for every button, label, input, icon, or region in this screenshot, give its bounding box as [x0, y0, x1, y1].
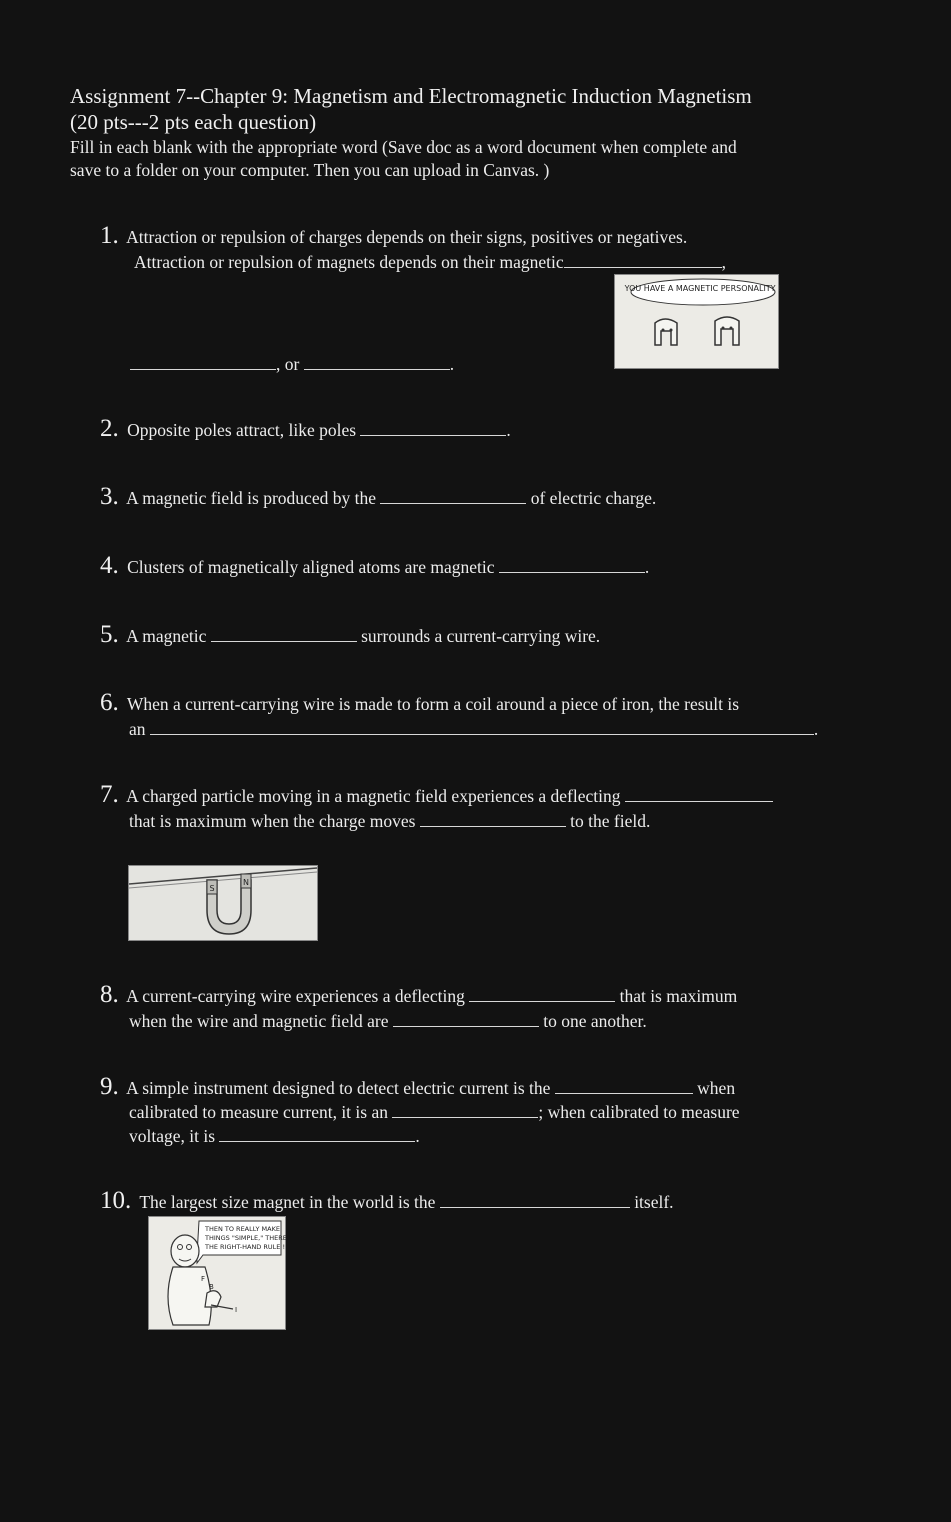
right-hand-rule-cartoon	[148, 1216, 286, 1330]
i-label: I	[235, 1306, 238, 1314]
question-5	[100, 621, 600, 649]
question-number: 6.	[100, 689, 119, 716]
question-3	[100, 483, 656, 511]
question-number: 10.	[100, 1187, 132, 1214]
speech-line-1: THEN TO REALLY MAKE	[205, 1225, 280, 1233]
question-9-line-2	[129, 1102, 740, 1123]
question-text: when the wire and magnetic field are	[129, 1011, 389, 1031]
question-2	[100, 415, 511, 443]
north-pole-label: N	[243, 878, 249, 887]
answer-blank[interactable]	[304, 355, 450, 370]
question-1	[100, 222, 687, 250]
answer-blank[interactable]	[392, 1103, 538, 1118]
answer-blank[interactable]	[150, 720, 814, 735]
answer-blank[interactable]	[211, 627, 357, 642]
punctuation: .	[415, 1126, 420, 1146]
question-7	[100, 781, 773, 809]
question-text: When a current-carrying wire is made to form a coil around a piece of iron, the result is	[126, 694, 740, 714]
punctuation: .	[644, 557, 650, 577]
b-label: B	[209, 1283, 214, 1291]
speech-bubble-text: YOU HAVE A MAGNETIC PERSONALITY !	[624, 284, 780, 293]
answer-blank[interactable]	[440, 1193, 630, 1208]
question-8-line-2	[129, 1011, 647, 1032]
question-text-after: to one another.	[543, 1011, 647, 1031]
answer-blank[interactable]	[360, 421, 506, 436]
question-number: 9.	[100, 1073, 119, 1100]
horseshoe-magnet-image	[128, 865, 318, 941]
answer-blank[interactable]	[625, 787, 773, 802]
question-text: , or	[276, 354, 300, 374]
answer-blank[interactable]	[219, 1127, 415, 1142]
speech-line-3: THE RIGHT-HAND RULE !	[205, 1243, 286, 1251]
question-9-line-3	[129, 1126, 420, 1147]
question-6-line-2	[129, 719, 818, 740]
question-text-after: itself.	[634, 1192, 674, 1212]
question-text: A magnetic	[126, 626, 207, 646]
question-text-after: of electric charge.	[530, 488, 657, 508]
question-9	[100, 1073, 735, 1101]
instructions-line-2: save to a folder on your computer. Then you can upload in Canvas. )	[70, 160, 550, 180]
f-label: F	[201, 1275, 206, 1283]
page-subtitle: (20 pts---2 pts each question)	[70, 110, 317, 134]
question-text-after: ; when calibrated to measure	[538, 1102, 740, 1122]
question-text: A simple instrument designed to detect electric current is the	[126, 1078, 551, 1098]
answer-blank[interactable]	[469, 987, 615, 1002]
question-8	[100, 981, 737, 1009]
question-text-after: when	[697, 1078, 736, 1098]
south-pole-label: S	[209, 884, 215, 893]
question-text: Attraction or repulsion of charges depends on their signs, positives or negatives.	[126, 227, 688, 247]
cartoon-drawing	[615, 275, 780, 370]
question-text: voltage, it is	[129, 1126, 216, 1146]
instructions-line-1: Fill in each blank with the appropriate word (Save doc as a word document when complete and	[70, 137, 737, 157]
question-text: The largest size magnet in the world is the	[139, 1192, 436, 1212]
question-text: that is maximum when the charge moves	[129, 811, 416, 831]
answer-blank[interactable]	[555, 1079, 693, 1094]
question-7-line-2	[129, 811, 650, 832]
question-number: 5.	[100, 621, 119, 648]
question-text: an	[129, 719, 146, 739]
question-6	[100, 689, 739, 717]
cartoon-drawing	[149, 1217, 287, 1331]
question-text: Attraction or repulsion of magnets depends on their magnetic	[134, 252, 564, 272]
answer-blank[interactable]	[499, 558, 645, 573]
question-number: 7.	[100, 781, 119, 808]
answer-blank[interactable]	[564, 253, 722, 268]
answer-blank[interactable]	[130, 355, 276, 370]
horseshoe-magnet-drawing	[129, 866, 319, 942]
question-1-line-3	[130, 354, 454, 375]
question-text-after: surrounds a current-carrying wire.	[361, 626, 601, 646]
question-number: 1.	[100, 222, 119, 249]
question-number: 2.	[100, 415, 119, 442]
punctuation: ,	[721, 252, 726, 272]
question-text: calibrated to measure current, it is an	[129, 1102, 388, 1122]
question-10	[100, 1187, 674, 1215]
punctuation: .	[506, 420, 511, 440]
question-text: Clusters of magnetically aligned atoms are magnetic	[127, 557, 495, 577]
question-text: A charged particle moving in a magnetic field experiences a deflecting	[126, 786, 621, 806]
question-text-after: to the field.	[570, 811, 651, 831]
answer-blank[interactable]	[380, 489, 526, 504]
magnetic-personality-cartoon	[614, 274, 779, 369]
answer-blank[interactable]	[420, 812, 566, 827]
question-text: A current-carrying wire experiences a deflecting	[126, 986, 465, 1006]
question-number: 4.	[100, 552, 119, 579]
question-text: A magnetic field is produced by the	[126, 488, 376, 508]
question-number: 3.	[100, 483, 119, 510]
page-title: Assignment 7--Chapter 9: Magnetism and Electromagnetic Induction Magnetism	[70, 84, 752, 108]
speech-line-2: THINGS "SIMPLE," THERE'S	[205, 1234, 287, 1242]
punctuation: .	[449, 354, 455, 374]
question-text: Opposite poles attract, like poles	[127, 420, 357, 440]
question-4	[100, 552, 649, 580]
question-number: 8.	[100, 981, 119, 1008]
answer-blank[interactable]	[393, 1012, 539, 1027]
question-1-line-2	[134, 252, 726, 273]
question-text-after: that is maximum	[619, 986, 738, 1006]
punctuation: .	[813, 719, 819, 739]
